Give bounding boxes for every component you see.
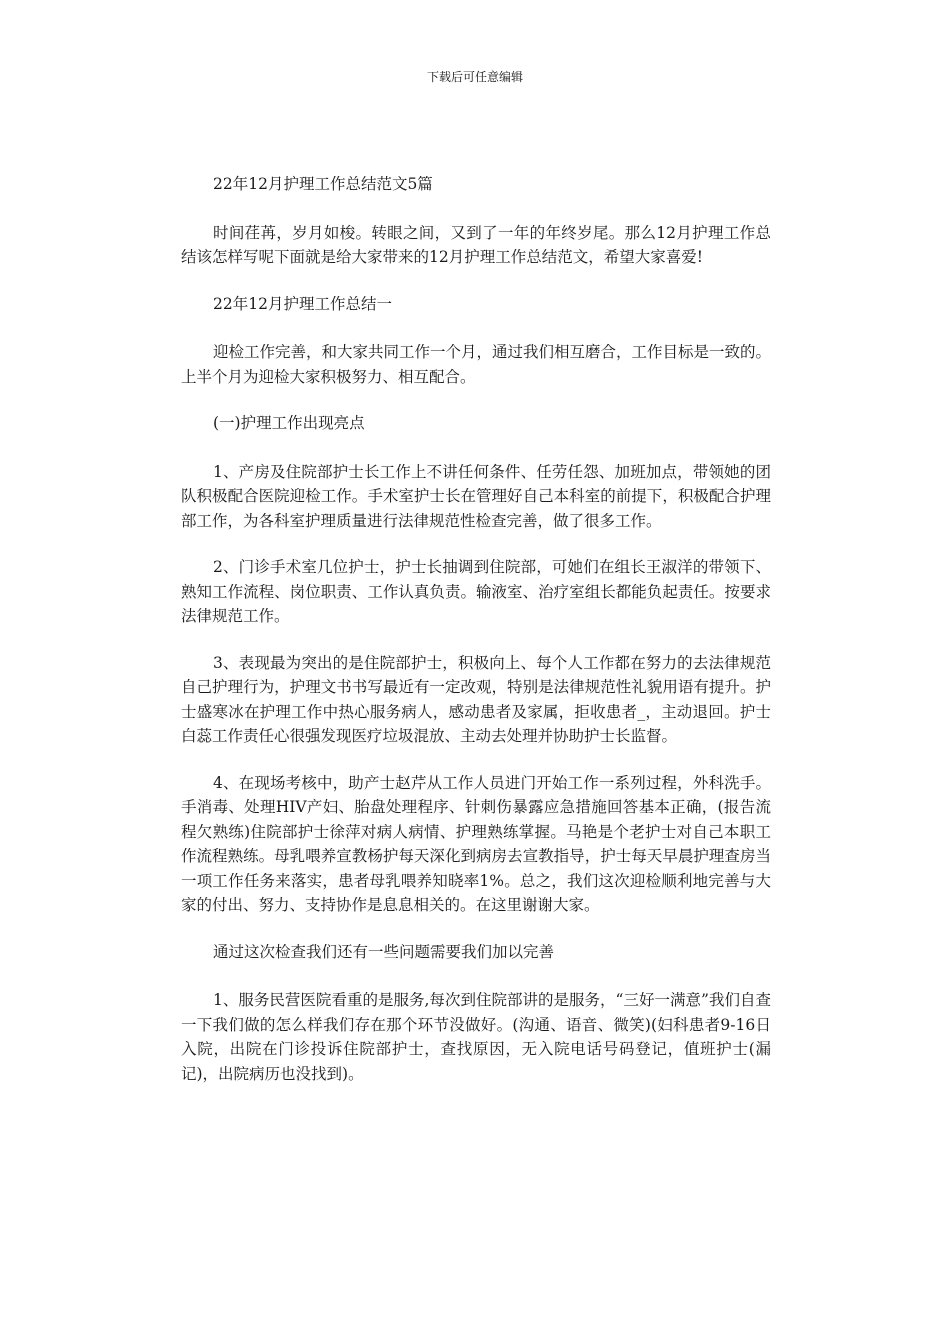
highlight-item-4: 4、在现场考核中，助产士赵芹从工作人员进门开始工作一系列过程，外科洗手。手消毒、处理HIV产妇、胎盘处理程序、针刺伤暴露应急措施回答基本正确，(报告流程欠熟练)住院部护士徐萍对病人病情、护理熟练掌握。马艳是个老护士对自己本职工作流程熟练。母乳喂养宣教杨护每天深化到病房去宣教指导，护士每天早晨护理查房当一项工作任务来落实，患者母乳喂养知晓率1%。总之，我们这次迎检顺利地完善与大家的付出、努力、支持协作是息息相关的。在这里谢谢大家。 <box>181 773 771 914</box>
problems-heading: 通过这次检查我们还有一些问题需要我们加以完善 <box>213 942 555 961</box>
document-title: 22年12月护理工作总结范文5篇 <box>213 175 433 193</box>
highlights-heading: (一)护理工作出现亮点 <box>213 414 365 432</box>
section-title: 22年12月护理工作总结一 <box>213 294 392 313</box>
highlight-item-1: 1、产房及住院部护士长工作上不讲任何条件、任劳任怨、加班加点，带领她的团队积极配合医院迎检工作。手术室护士长在管理好自己本科室的前提下，积极配合护理部工作，为各科室护理质量进行法律规范性检查完善，做了很多工作。 <box>181 462 771 530</box>
section-intro-paragraph: 迎检工作完善，和大家共同工作一个月，通过我们相互磨合，工作目标是一致的。上半个月为迎检大家积极努力、相互配合。 <box>181 343 772 386</box>
intro-paragraph: 时间荏苒，岁月如梭。转眼之间，又到了一年的年终岁尾。那么12月护理工作总结该怎样写呢下面就是给大家带来的12月护理工作总结范文，希望大家喜爱! <box>181 223 771 266</box>
highlight-item-3: 3、表现最为突出的是住院部护士，积极向上、每个人工作都在努力的去法律规范自己护理行为，护理文书书写最近有一定改观，特别是法律规范性礼貌用语有提升。护士盛寒冰在护理工作中热心服务病人，感动患者及家属，拒收患者_，主动退回。护士白蕊工作责任心很强发现医疗垃圾混放、主动去处理并协助护士长监督。 <box>181 653 771 745</box>
page-header: 下载后可任意编辑 <box>426 70 523 84</box>
highlight-item-2: 2、门诊手术室几位护士，护士长抽调到住院部，可她们在组长王淑洋的带领下、熟知工作流程、岗位职责、工作认真负责。输液室、治疗室组长都能负起责任。按要求法律规范工作。 <box>181 558 771 625</box>
document-body <box>181 172 771 1108</box>
problem-item-1: 1、服务民营医院看重的是服务,每次到住院部讲的是服务，“三好一满意”我们自查一下我们做的怎么样我们存在那个环节没做好。(沟通、语音、微笑)(妇科患者9-16日入院，出院在门诊投诉住院部护士，查找原因，无入院电话号码登记，值班护士(漏记)，出院病历也没找到)。 <box>181 991 771 1083</box>
